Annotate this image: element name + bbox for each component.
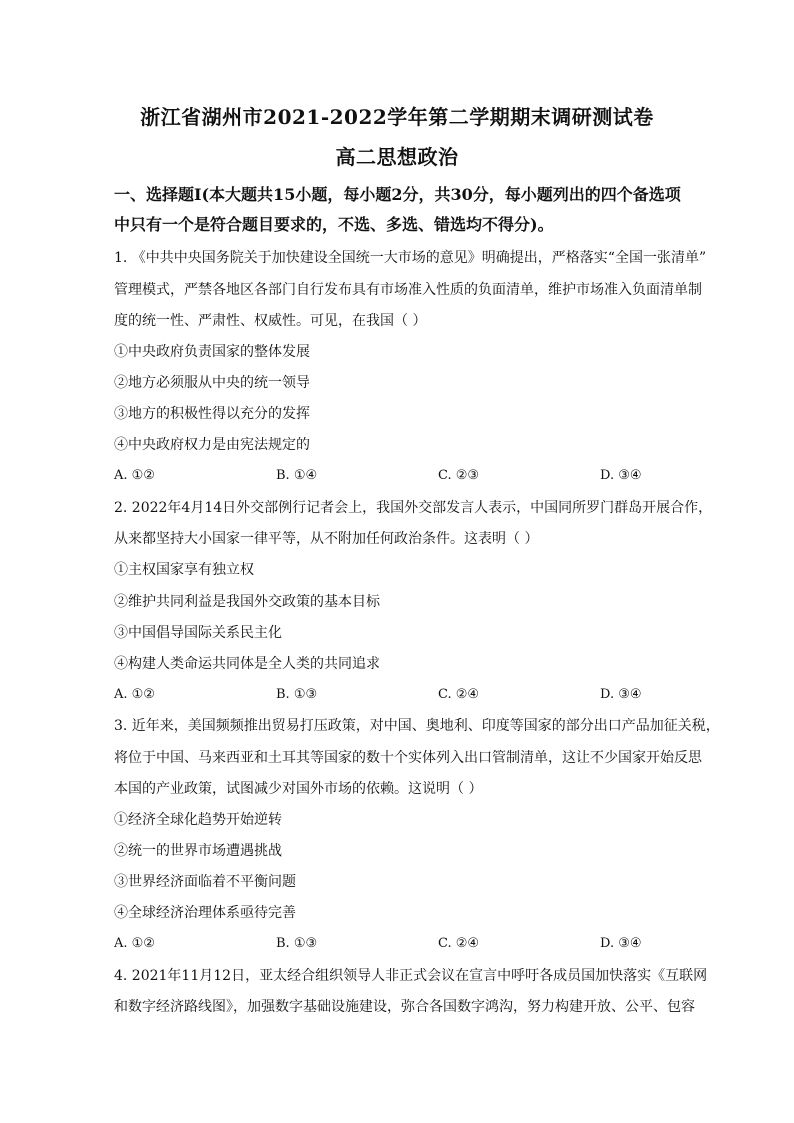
q1-stem-line-3: 度的统一性、严肃性、权威性。可见，在我国（ ）	[114, 313, 427, 329]
q1-options	[114, 466, 704, 486]
q2-option-b[interactable]: B. ①③	[276, 687, 318, 702]
q1-option-b[interactable]: B. ①④	[276, 468, 318, 483]
q2-stem-line-1: 2. 2022年4月14日外交部例行记者会上，我国外交部发言人表示，中国同所罗门群岛开展合作，	[114, 500, 713, 516]
q1-item-3: ③地方的积极性得以充分的发挥	[114, 406, 310, 422]
q3-item-4: ④全球经济治理体系亟待完善	[114, 905, 296, 921]
q1-item-2: ②地方必须服从中央的统一领导	[114, 375, 310, 391]
q3-item-1: ①经济全球化趋势开始逆转	[114, 812, 282, 828]
q3-stem-line-1: 3. 近年来，美国频频推出贸易打压政策，对中国、奥地利、印度等国家的部分出口产品加征关税，	[114, 718, 720, 734]
q2-item-4: ④构建人类命运共同体是全人类的共同追求	[114, 656, 380, 672]
q3-option-c[interactable]: C. ②④	[438, 936, 480, 951]
q1-stem-line-1: 1. 《中共中央国务院关于加快建设全国统一大市场的意见》明确提出，严格落实“全国一张清单”	[114, 250, 707, 266]
q1-option-c[interactable]: C. ②③	[438, 468, 480, 483]
q4-stem-line-1: 4. 2021年11月12日，亚太经合组织领导人非正式会议在宣言中呼吁各成员国加快落实《互联网	[114, 968, 708, 984]
q3-option-d[interactable]: D. ③④	[600, 936, 642, 951]
q2-stem-line-2: 从来都坚持大小国家一律平等，从不附加任何政治条件。这表明（ ）	[114, 531, 539, 547]
q2-option-d[interactable]: D. ③④	[600, 687, 642, 702]
page-subtitle: 高二思想政治	[335, 145, 459, 169]
q1-option-d[interactable]: D. ③④	[600, 468, 642, 483]
q1-option-a[interactable]: A. ①②	[114, 468, 155, 483]
q3-option-b[interactable]: B. ①③	[276, 936, 318, 951]
q1-item-1: ①中央政府负责国家的整体发展	[114, 344, 310, 360]
q2-item-3: ③中国倡导国际关系民主化	[114, 625, 282, 641]
q2-option-c[interactable]: C. ②④	[438, 687, 480, 702]
q3-stem-line-2: 将位于中国、马来西亚和土耳其等国家的数十个实体列入出口管制清单，这让不少国家开始反思	[114, 750, 702, 766]
q2-item-1: ①主权国家享有独立权	[114, 562, 254, 578]
section-heading-line-1: 一、选择题Ⅰ(本大题共15小题，每小题2分，共30分，每小题列出的四个备选项	[114, 185, 681, 204]
q3-stem-line-3: 本国的产业政策，试图减少对国外市场的依赖。这说明（ ）	[114, 781, 483, 797]
q3-options	[114, 934, 704, 954]
q2-options	[114, 685, 704, 705]
q1-stem-line-2: 管理模式，严禁各地区各部门自行发布具有市场准入性质的负面清单，维护市场准入负面清单制	[114, 282, 702, 298]
q1-item-4: ④中央政府权力是由宪法规定的	[114, 437, 310, 453]
q2-option-a[interactable]: A. ①②	[114, 687, 155, 702]
q4-stem-line-2: 和数字经济路线图》，加强数字基础设施建设，弥合各国数字鸿沟，努力构建开放、公平、包容	[114, 999, 695, 1015]
q2-item-2: ②维护共同利益是我国外交政策的基本目标	[114, 594, 380, 610]
section-heading-line-2: 中只有一个是符合题目要求的，不选、多选、错选均不得分)。	[114, 215, 554, 234]
q3-item-3: ③世界经济面临着不平衡问题	[114, 874, 296, 890]
q3-option-a[interactable]: A. ①②	[114, 936, 155, 951]
q3-item-2: ②统一的世界市场遭遇挑战	[114, 843, 282, 859]
page-title: 浙江省湖州市2021-2022学年第二学期期末调研测试卷	[140, 105, 654, 129]
